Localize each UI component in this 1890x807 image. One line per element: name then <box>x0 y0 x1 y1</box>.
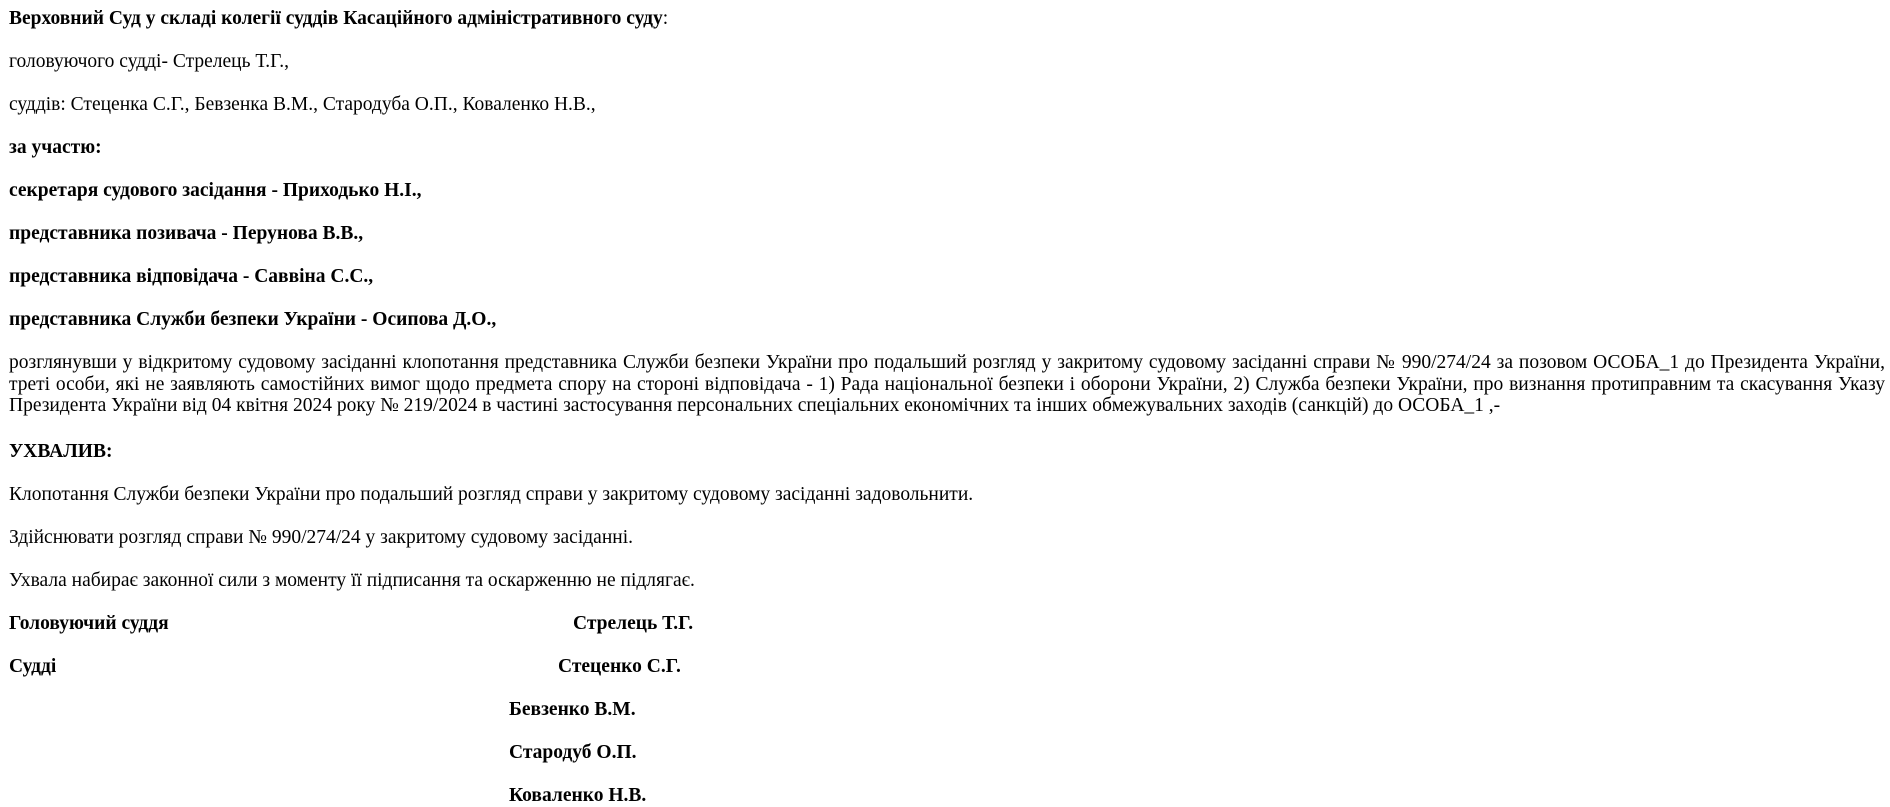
judge-name: Бевзенко В.М. <box>509 699 636 720</box>
resolution-item-2: Здійснювати розгляд справи № 990/274/24 у закритому судовому засіданні. <box>9 527 633 548</box>
presiding-judge-label: Головуючий суддя <box>9 613 169 634</box>
defendant-representative-line: представника відповідача - Саввіна С.С., <box>9 266 374 287</box>
sbu-representative-line: представника Служби безпеки України - Осипова Д.О., <box>9 309 497 330</box>
participation-heading: за участю: <box>9 137 102 158</box>
plaintiff-representative-line: представника позивача - Перунова В.В., <box>9 223 364 244</box>
panel-judges-line: суддів: Стеценка С.Г., Бевзенка В.М., Стародуба О.П., Коваленко Н.В., <box>9 94 596 115</box>
presiding-judge-name: Стрелець Т.Г. <box>573 613 694 634</box>
judge-name: Стеценко С.Г. <box>558 656 681 677</box>
resolved-heading: УХВАЛИВ: <box>9 441 113 462</box>
court-composition-colon: : <box>662 8 669 29</box>
resolution-item-3: Ухвала набирає законної сили з моменту її підписання та оскарженню не підлягає. <box>9 570 695 591</box>
resolution-item-1: Клопотання Служби безпеки України про подальший розгляд справи у закритому судовому засіданні задовольнити. <box>9 484 974 505</box>
presiding-judge-line: головуючого судді- Стрелець Т.Г., <box>9 51 290 72</box>
secretary-line: секретаря судового засідання - Приходько Н.І., <box>9 180 422 201</box>
judge-name: Стародуб О.П. <box>509 742 637 763</box>
judge-name: Коваленко Н.В. <box>509 785 647 806</box>
judges-label: Судді <box>9 656 57 677</box>
considered-paragraph: розглянувши у відкритому судовому засіданні клопотання представника Служби безпеки України про подальший розгляд у закритому судовому засіданні справи № 990/274/24 за позовом ОСОБА_1 до Президента України, треті особи, які не заявляють самостійних вимог щодо предмета спору на стороні відповідача - 1) Рада національної безпеки і оборони України, 2) Служба безпеки України, про визнання протиправним та скасування Указу Президента України від 04 квітня 2024 року № 219/2024 в частині застосування персональних спеціальних економічних та інших обмежувальних заходів (санкцій) до ОСОБА_1 ,- <box>9 352 1885 416</box>
court-composition: Верховний Суд у складі колегії суддів Касаційного адміністративного суду <box>9 8 663 29</box>
court-composition-line <box>9 8 668 30</box>
